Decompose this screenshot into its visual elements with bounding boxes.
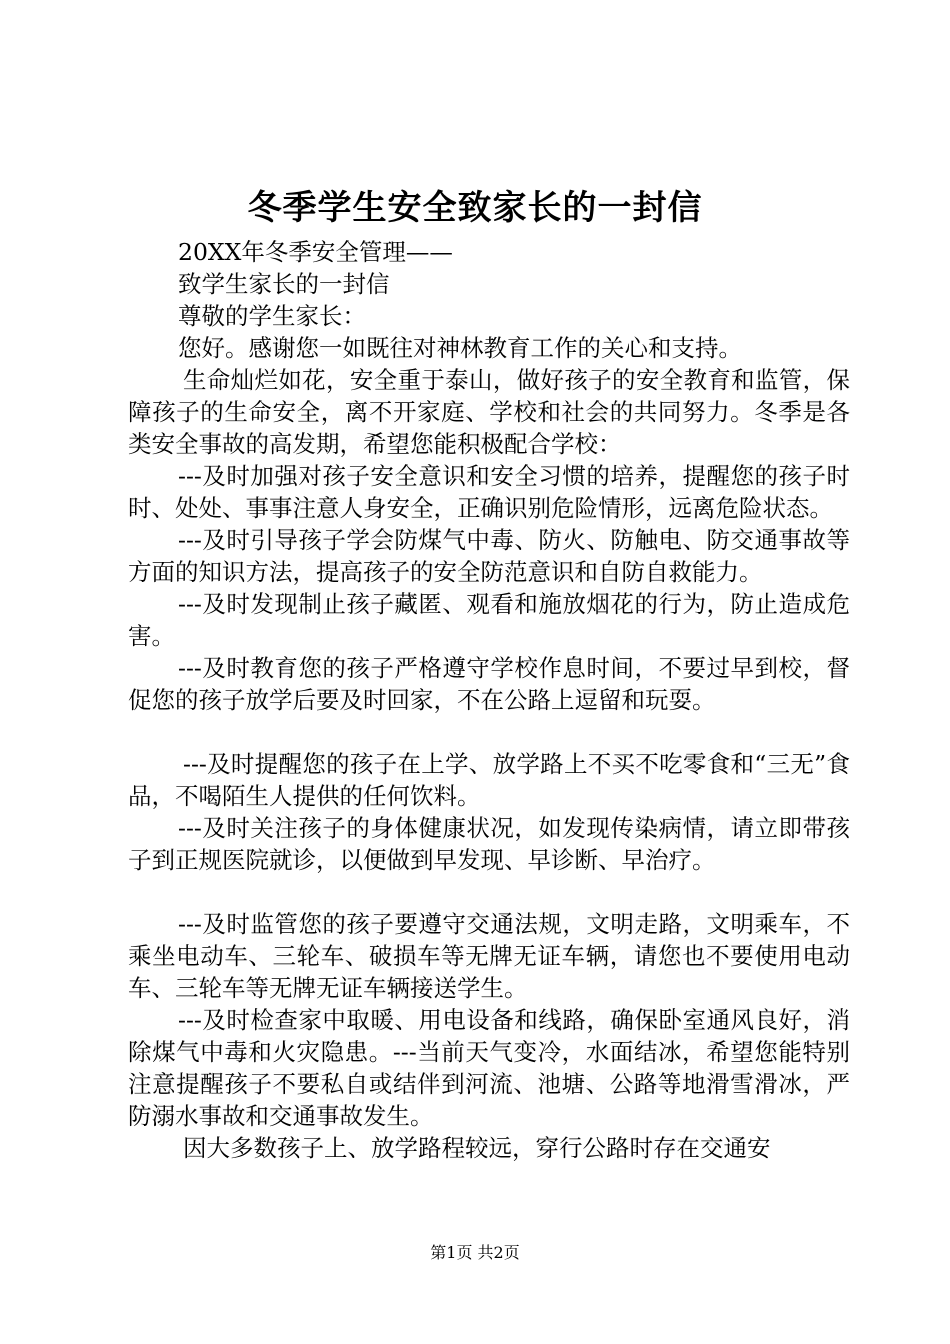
document-title: 冬季学生安全致家长的一封信 xyxy=(247,188,703,228)
safety-item-paragraph: ---及时教育您的孩子严格遵守学校作息时间，不要过早到校，督促您的孩子放学后要及时回家，不在公路上逗留和玩耍。 xyxy=(128,654,850,714)
safety-item-paragraph: ---及时加强对孩子安全意识和安全习惯的培养，提醒您的孩子时时、处处、事事注意人身安全，正确识别危险情形，远离危险状态。 xyxy=(128,462,850,522)
safety-item-paragraph: ---及时监管您的孩子要遵守交通法规，文明走路，文明乘车，不乘坐电动车、三轮车、破损车等无牌无证车辆，请您也不要使用电动车、三轮车等无牌无证车辆接送学生。 xyxy=(128,910,850,1002)
greeting-paragraph: 您好。感谢您一如既往对神林教育工作的关心和支持。 xyxy=(178,334,742,362)
heading-line-1: 20XX年冬季安全管理—— xyxy=(178,238,453,266)
safety-item-paragraph: ---及时提醒您的孩子在上学、放学路上不买不吃零食和“三无”食品，不喝陌生人提供的任何饮料。 xyxy=(128,750,850,810)
heading-line-2: 致学生家长的一封信 xyxy=(178,270,390,298)
safety-item-paragraph: ---及时引导孩子学会防煤气中毒、防火、防触电、防交通事故等方面的知识方法，提高孩子的安全防范意识和自防自救能力。 xyxy=(128,526,850,586)
page-number-footer: 第1页 共2页 xyxy=(430,1243,520,1262)
safety-item-paragraph: ---及时发现制止孩子藏匿、观看和施放烟花的行为，防止造成危害。 xyxy=(128,590,850,650)
safety-item-paragraph: ---及时关注孩子的身体健康状况，如发现传染病情，请立即带孩子到正规医院就诊，以便做到早发现、早诊断、早治疗。 xyxy=(128,814,850,874)
letter-body xyxy=(128,236,850,1164)
safety-item-paragraph: ---及时检查家中取暖、用电设备和线路，确保卧室通风良好，消除煤气中毒和火灾隐患。---当前天气变冷，水面结冰，希望您能特别注意提醒孩子不要私自或结伴到河流、池塘、公路等地滑雪滑冰，严防溺水事故和交通事故发生。 xyxy=(128,1006,850,1130)
closing-paragraph: 因大多数孩子上、放学路程较远，穿行公路时存在交通安 xyxy=(183,1134,771,1162)
intro-paragraph: 生命灿烂如花，安全重于泰山，做好孩子的安全教育和监管，保障孩子的生命安全，离不开家庭、学校和社会的共同努力。冬季是各类安全事故的高发期，希望您能积极配合学校： xyxy=(128,366,850,458)
salutation: 尊敬的学生家长： xyxy=(178,302,366,330)
